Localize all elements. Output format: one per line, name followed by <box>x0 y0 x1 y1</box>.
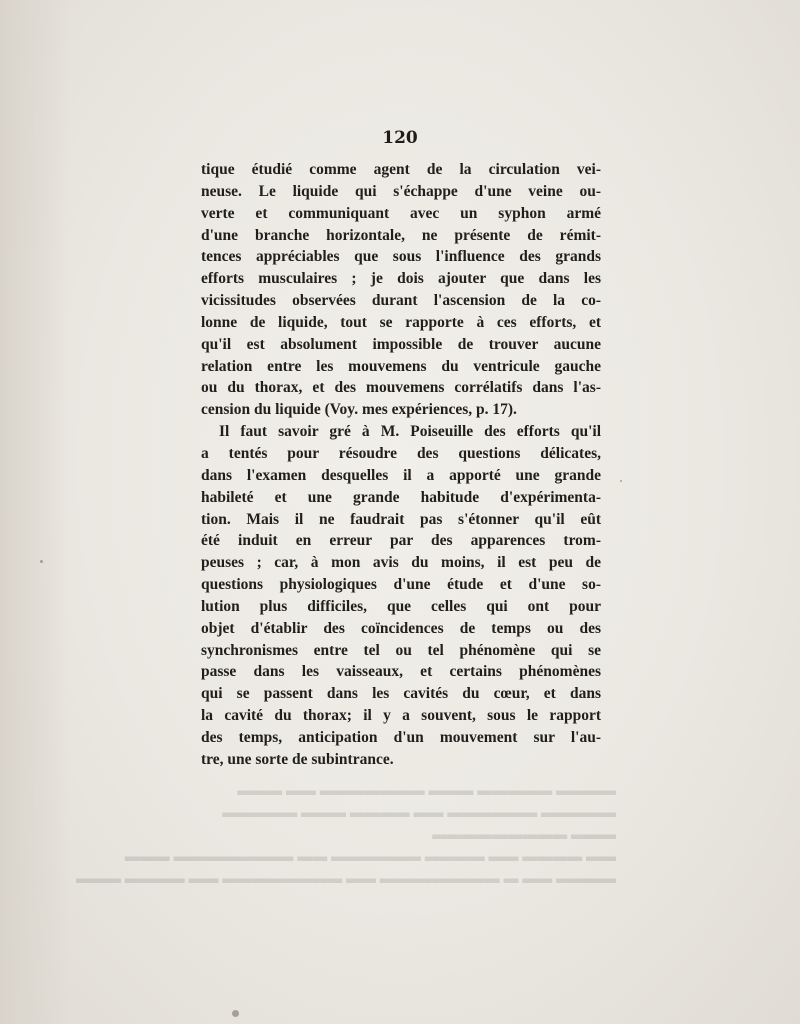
text-line: la cavité du thorax; il y a souvent, sous le rapport <box>201 707 601 725</box>
paragraph-2 <box>201 421 601 771</box>
text-line: peuses ; car, à mon avis du moins, il est peu de <box>201 554 601 572</box>
page-gutter-shadow <box>0 0 70 1024</box>
text-line: lonne de liquide, tout se rapporte à ces efforts, et <box>201 313 601 331</box>
page-number: 120 <box>382 128 418 148</box>
text-line: neuse. Le liquide qui s'échappe d'une veine ou- <box>201 182 601 200</box>
text-line: tique étudié comme agent de la circulation vei- <box>201 161 601 178</box>
text-line: tences appréciables que sous l'influence des grands <box>201 248 601 266</box>
text-line: lution plus difficiles, que celles qui ont pour <box>201 597 601 615</box>
text-line: tre, une sorte de subintrance. <box>201 750 394 768</box>
text-line: qui se passent dans les cavités du cœur, et dans <box>201 685 601 703</box>
text-line: vicissitudes observées durant l'ascension de la co- <box>201 292 601 310</box>
text-line: a tentés pour résoudre des questions délicates, <box>201 444 601 462</box>
text-line: passe dans les vaisseaux, et certains phénomènes <box>201 663 601 681</box>
text-line: verte et communiquant avec un syphon armé <box>201 204 601 222</box>
text-line: tion. Mais il ne faudrait pas s'étonner qu'il eût <box>201 510 601 528</box>
text-line: d'une branche horizontale, ne présente de rémit- <box>201 226 601 244</box>
show-through-texture: ▬▬▬▬ ▬▬▬▬▬ ▬▬▬ ▬▬▬▬▬▬▬ ▬▬ ▬▬▬ ▬▬▬▬▬ ▬▬▬▬▬▬ ▬▬ ▬▬▬▬ ▬▬▬ ▬▬▬▬▬ ▬▬▬ ▬▬▬▬▬▬▬▬▬ ▬▬ ▬▬▬▬ ▬▬ ▬▬▬▬ ▬▬▬▬▬▬ ▬▬ ▬▬▬▬▬▬▬▬ ▬▬▬ ▬▬▬▬ ▬▬ ▬ ▬▬▬▬▬▬▬▬ ▬▬ ▬▬▬▬▬▬▬▬ ▬▬ ▬▬▬▬ ▬▬▬ <box>76 783 616 887</box>
text-line: des temps, anticipation d'un mouvement sur l'au- <box>201 728 601 746</box>
text-line: synchronismes entre tel ou tel phénomène qui se <box>201 641 601 659</box>
text-line: Il faut savoir gré à M. Poiseuille des efforts qu'il <box>219 423 601 441</box>
paragraph-1 <box>201 159 601 421</box>
paper-speck <box>620 480 622 482</box>
text-line: relation entre les mouvemens du ventricule gauche <box>201 357 601 375</box>
body-text <box>201 159 601 771</box>
text-line: objet d'établir des coïncidences de temps ou des <box>201 619 601 637</box>
paper-speck <box>40 560 43 563</box>
text-line: habileté et une grande habitude d'expérimenta- <box>201 488 601 506</box>
text-line: cension du liquide (Voy. mes expériences, p. 17). <box>201 401 517 419</box>
text-line: efforts musculaires ; je dois ajouter que dans les <box>201 270 601 288</box>
text-line: questions physiologiques d'une étude et d'une so- <box>201 576 601 594</box>
text-line: ou du thorax, et des mouvemens corrélatifs dans l'as- <box>201 379 601 397</box>
paper-speck <box>232 1010 239 1017</box>
text-line: qu'il est absolument impossible de trouver aucune <box>201 335 601 353</box>
text-line: été induit en erreur par des apparences trom- <box>201 532 601 550</box>
text-line: dans l'examen desquelles il a apporté une grande <box>201 466 601 484</box>
